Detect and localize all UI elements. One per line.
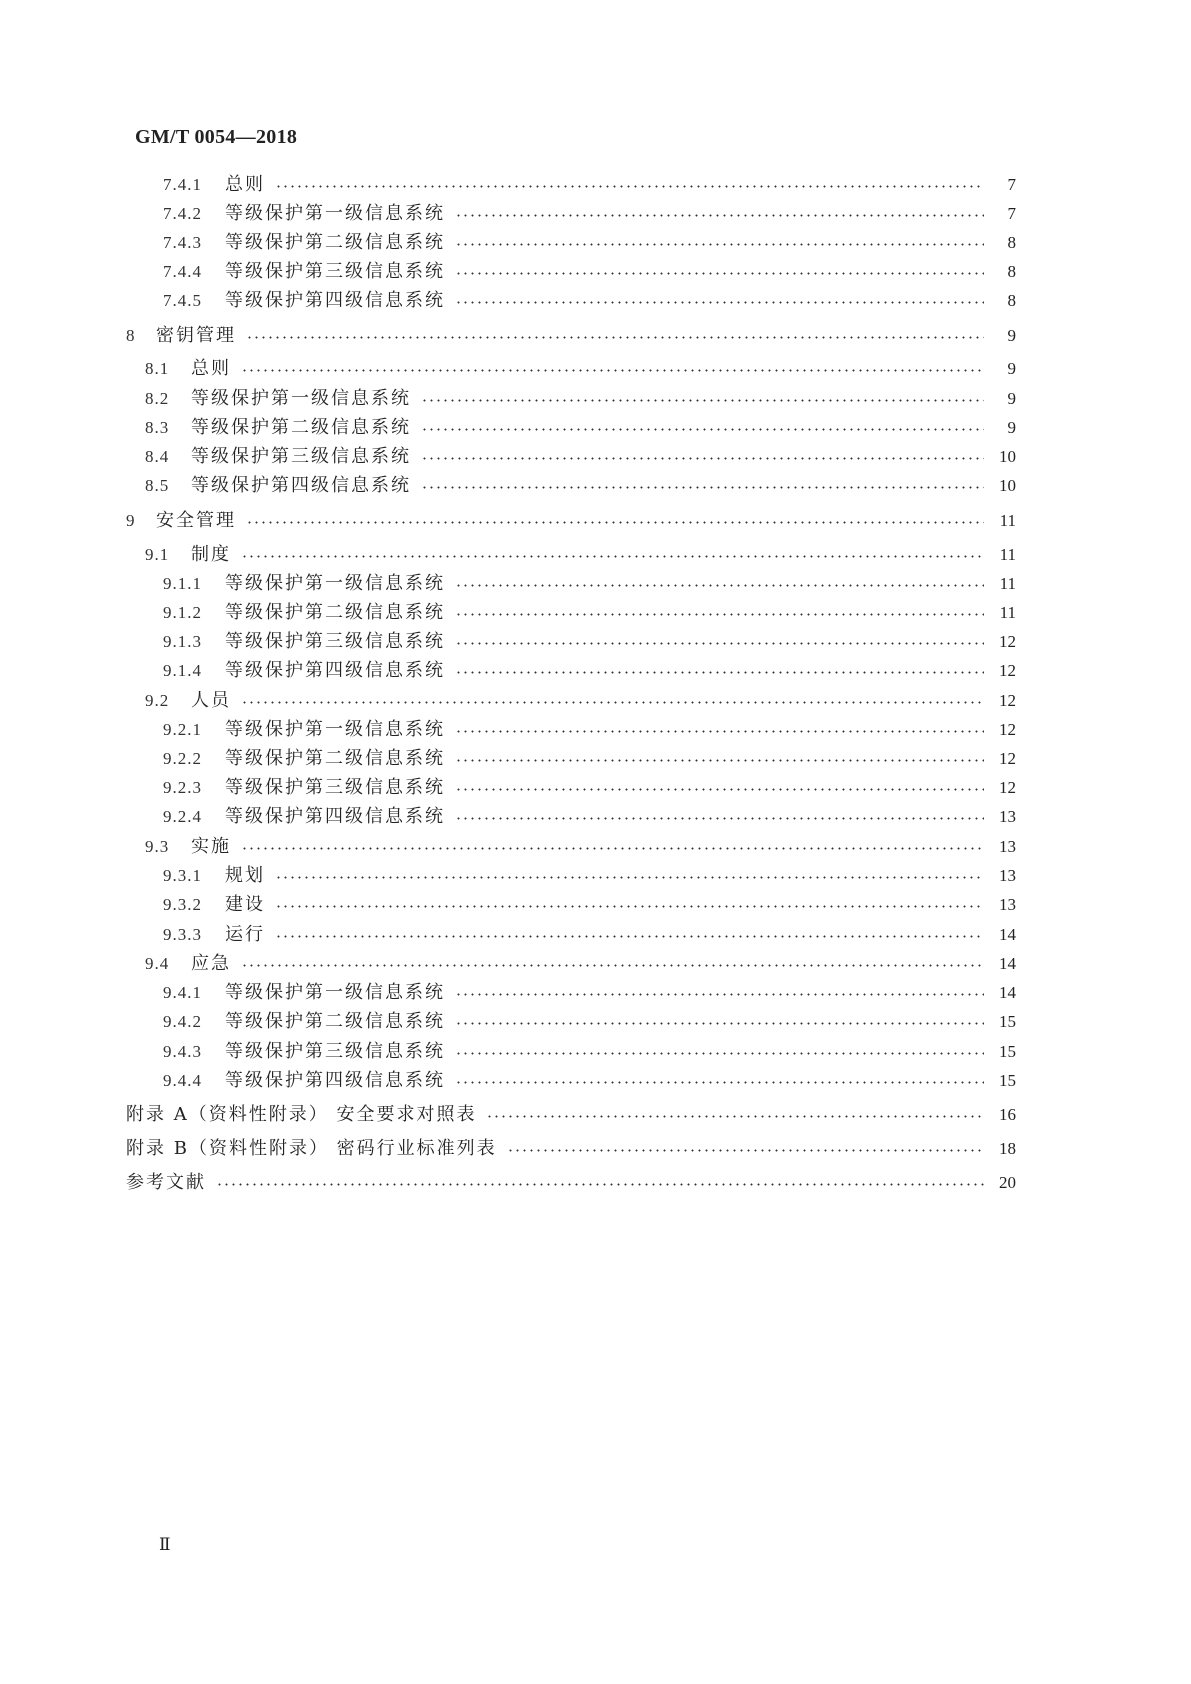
toc-entry-9-3-1[interactable]	[163, 861, 1016, 887]
toc-entry-9-1-2[interactable]	[163, 598, 1016, 624]
toc-dot-leader	[275, 935, 984, 938]
toc-entry-page: 12	[999, 720, 1016, 739]
toc-entry-title: 等级保护第一级信息系统	[225, 719, 445, 740]
toc-entry-title: 等级保护第一级信息系统	[225, 203, 445, 224]
toc-entry-number: 9.3.3	[163, 925, 202, 944]
toc-entry-number: 9.4.3	[163, 1042, 202, 1061]
toc-dot-leader	[455, 584, 984, 587]
toc-entry-8-1[interactable]	[145, 354, 1016, 380]
toc-entry-title: 等级保护第三级信息系统	[225, 261, 445, 282]
toc-entry-page: 13	[999, 895, 1016, 914]
toc-entry-page: 13	[999, 866, 1016, 885]
toc-entry-8-4[interactable]	[145, 442, 1016, 468]
toc-entry-9-3[interactable]	[145, 832, 1016, 858]
toc-entry-page: 12	[999, 778, 1016, 797]
toc-entry-9-1-1[interactable]	[163, 569, 1016, 595]
toc-dot-leader	[246, 521, 984, 524]
toc-entry-page: 14	[999, 925, 1016, 944]
toc-entry-title: 等级保护第三级信息系统	[225, 777, 445, 798]
toc-entry-9-3-2[interactable]	[163, 890, 1016, 916]
toc-entry-page: 13	[999, 837, 1016, 856]
toc-entry-7-4-3[interactable]	[163, 228, 1016, 254]
toc-entry-page: 12	[999, 749, 1016, 768]
toc-entry-title: 等级保护第一级信息系统	[191, 388, 411, 409]
toc-dot-leader	[455, 613, 984, 616]
toc-entry-number: 9.3.1	[163, 866, 202, 885]
toc-entry-number: 9.1.4	[163, 661, 202, 680]
toc-entry-title: 等级保护第四级信息系统	[225, 660, 445, 681]
toc-dot-leader	[241, 369, 984, 372]
toc-entry-9-1-4[interactable]	[163, 656, 1016, 682]
toc-entry-appendix-b[interactable]	[126, 1134, 1016, 1160]
toc-entry-title: 密钥管理	[156, 325, 236, 346]
toc-entry-title: 人员	[191, 690, 231, 711]
toc-entry-title: 参考文献	[126, 1172, 206, 1193]
toc-entry-9[interactable]	[126, 506, 1016, 532]
page-number: Ⅱ	[159, 1535, 171, 1554]
toc-dot-leader	[507, 1149, 984, 1152]
toc-entry-page: 7	[1007, 204, 1016, 223]
toc-entry-9-1-3[interactable]	[163, 627, 1016, 653]
toc-entry-title: 制度	[191, 544, 231, 565]
toc-entry-number: 9.4.1	[163, 983, 202, 1002]
toc-entry-number: 8.5	[145, 476, 170, 495]
toc-entry-number: 9.1.3	[163, 632, 202, 651]
toc-entry-title: 应急	[191, 953, 231, 974]
toc-entry-title: 附录 A（资料性附录） 安全要求对照表	[126, 1104, 477, 1125]
toc-dot-leader	[455, 993, 984, 996]
toc-entry-number: 7.4.4	[163, 262, 202, 281]
toc-entry-number: 9.2.2	[163, 749, 202, 768]
toc-dot-leader	[421, 399, 984, 402]
toc-entry-page: 9	[1007, 359, 1016, 378]
toc-entry-number: 9.1.1	[163, 574, 202, 593]
toc-entry-title: 等级保护第二级信息系统	[225, 1011, 445, 1032]
toc-entry-8-3[interactable]	[145, 413, 1016, 439]
toc-entry-page: 8	[1007, 233, 1016, 252]
toc-entry-9-2[interactable]	[145, 686, 1016, 712]
toc-dot-leader	[455, 730, 984, 733]
toc-dot-leader	[216, 1183, 984, 1186]
toc-entry-page: 11	[999, 603, 1016, 622]
toc-dot-leader	[275, 876, 984, 879]
toc-entry-number: 8.4	[145, 447, 170, 466]
toc-entry-title: 总则	[191, 358, 231, 379]
toc-entry-title: 等级保护第四级信息系统	[191, 475, 411, 496]
toc-entry-title: 等级保护第四级信息系统	[225, 290, 445, 311]
toc-entry-number: 8.3	[145, 418, 170, 437]
toc-dot-leader	[455, 788, 984, 791]
toc-entry-9-1[interactable]	[145, 540, 1016, 566]
toc-dot-leader	[455, 1052, 984, 1055]
toc-entry-page: 14	[999, 983, 1016, 1002]
toc-entry-title: 等级保护第一级信息系统	[225, 982, 445, 1003]
toc-entry-page: 10	[999, 476, 1016, 495]
toc-entry-page: 14	[999, 954, 1016, 973]
toc-entry-number: 7.4.1	[163, 175, 202, 194]
toc-entry-page: 11	[999, 545, 1016, 564]
toc-dot-leader	[241, 964, 984, 967]
toc-entry-page: 15	[999, 1012, 1016, 1031]
toc-entry-page: 11	[999, 511, 1016, 530]
toc-entry-title: 总则	[225, 174, 265, 195]
toc-entry-7-4-1[interactable]	[163, 170, 1016, 196]
toc-dot-leader	[241, 555, 984, 558]
toc-entry-references[interactable]	[126, 1168, 1016, 1194]
toc-entry-title: 等级保护第三级信息系统	[225, 1041, 445, 1062]
toc-entry-title: 等级保护第四级信息系统	[225, 806, 445, 827]
toc-entry-number: 8.1	[145, 359, 170, 378]
toc-entry-9-2-2[interactable]	[163, 744, 1016, 770]
toc-dot-leader	[455, 817, 984, 820]
toc-entry-number: 9.4.4	[163, 1071, 202, 1090]
toc-dot-leader	[486, 1115, 984, 1118]
toc-entry-title: 等级保护第三级信息系统	[225, 631, 445, 652]
toc-entry-title: 附录 B（资料性附录） 密码行业标准列表	[126, 1138, 497, 1159]
toc-entry-7-4-2[interactable]	[163, 199, 1016, 225]
toc-entry-page: 12	[999, 632, 1016, 651]
toc-entry-9-4[interactable]	[145, 949, 1016, 975]
toc-entry-page: 12	[999, 691, 1016, 710]
toc-entry-number: 8.2	[145, 389, 170, 408]
toc-dot-leader	[421, 486, 984, 489]
toc-entry-9-3-3[interactable]	[163, 920, 1016, 946]
toc-entry-number: 8	[126, 326, 136, 345]
toc-entry-7-4-4[interactable]	[163, 257, 1016, 283]
toc-entry-9-2-1[interactable]	[163, 715, 1016, 741]
toc-dot-leader	[246, 336, 984, 339]
toc-dot-leader	[421, 428, 984, 431]
toc-dot-leader	[275, 905, 984, 908]
toc-dot-leader	[455, 759, 984, 762]
toc-entry-page: 12	[999, 661, 1016, 680]
toc-entry-9-4-4[interactable]	[163, 1066, 1016, 1092]
toc-entry-title: 等级保护第二级信息系统	[225, 748, 445, 769]
toc-entry-page: 15	[999, 1042, 1016, 1061]
toc-dot-leader	[275, 185, 984, 188]
toc-entry-number: 9.2	[145, 691, 170, 710]
toc-entry-9-4-3[interactable]	[163, 1037, 1016, 1063]
toc-dot-leader	[455, 642, 984, 645]
toc-entry-number: 9.3.2	[163, 895, 202, 914]
toc-entry-7-4-5[interactable]	[163, 286, 1016, 312]
toc-entry-number: 7.4.5	[163, 291, 202, 310]
toc-entry-number: 9.1.2	[163, 603, 202, 622]
toc-entry-page: 7	[1007, 175, 1016, 194]
toc-entry-page: 8	[1007, 291, 1016, 310]
toc-dot-leader	[455, 214, 984, 217]
toc-entry-8-5[interactable]	[145, 471, 1016, 497]
toc-entry-number: 9.4	[145, 954, 170, 973]
toc-entry-title: 等级保护第四级信息系统	[225, 1070, 445, 1091]
toc-entry-page: 9	[1007, 418, 1016, 437]
toc-dot-leader	[455, 272, 984, 275]
toc-entry-8[interactable]	[126, 321, 1016, 347]
toc-entry-9-2-3[interactable]	[163, 773, 1016, 799]
toc-entry-title: 等级保护第二级信息系统	[225, 602, 445, 623]
toc-entry-page: 9	[1007, 326, 1016, 345]
toc-entry-number: 9.4.2	[163, 1012, 202, 1031]
toc-entry-title: 等级保护第一级信息系统	[225, 573, 445, 594]
toc-entry-number: 9.1	[145, 545, 170, 564]
toc-dot-leader	[455, 1022, 984, 1025]
toc-entry-title: 安全管理	[156, 510, 236, 531]
toc-entry-9-2-4[interactable]	[163, 802, 1016, 828]
toc-entry-number: 9.2.1	[163, 720, 202, 739]
toc-entry-title: 建设	[225, 894, 265, 915]
toc-entry-8-2[interactable]	[145, 384, 1016, 410]
toc-entry-number: 7.4.3	[163, 233, 202, 252]
toc-entry-number: 9.3	[145, 837, 170, 856]
toc-dot-leader	[241, 701, 984, 704]
toc-entry-page: 16	[999, 1105, 1016, 1124]
toc-entry-title: 运行	[225, 924, 265, 945]
toc-entry-title: 实施	[191, 836, 231, 857]
toc-dot-leader	[455, 671, 984, 674]
toc-dot-leader	[421, 457, 984, 460]
toc-entry-number: 9.2.4	[163, 807, 202, 826]
toc-entry-page: 9	[1007, 389, 1016, 408]
toc-entry-page: 15	[999, 1071, 1016, 1090]
standard-code-header: GM/T 0054—2018	[135, 126, 298, 148]
toc-entry-page: 18	[999, 1139, 1016, 1158]
toc-entry-number: 7.4.2	[163, 204, 202, 223]
toc-entry-title: 规划	[225, 865, 265, 886]
toc-entry-title: 等级保护第三级信息系统	[191, 446, 411, 467]
toc-entry-number: 9.2.3	[163, 778, 202, 797]
toc-entry-9-4-2[interactable]	[163, 1007, 1016, 1033]
toc-entry-page: 20	[999, 1173, 1016, 1192]
toc-entry-title: 等级保护第二级信息系统	[191, 417, 411, 438]
toc-entry-page: 10	[999, 447, 1016, 466]
toc-entry-number: 9	[126, 511, 136, 530]
toc-entry-page: 11	[999, 574, 1016, 593]
toc-entry-page: 8	[1007, 262, 1016, 281]
toc-dot-leader	[241, 847, 984, 850]
toc-dot-leader	[455, 1081, 984, 1084]
toc-entry-appendix-a[interactable]	[126, 1100, 1016, 1126]
toc-dot-leader	[455, 301, 984, 304]
toc-dot-leader	[455, 243, 984, 246]
toc-entry-9-4-1[interactable]	[163, 978, 1016, 1004]
toc-entry-title: 等级保护第二级信息系统	[225, 232, 445, 253]
toc-entry-page: 13	[999, 807, 1016, 826]
